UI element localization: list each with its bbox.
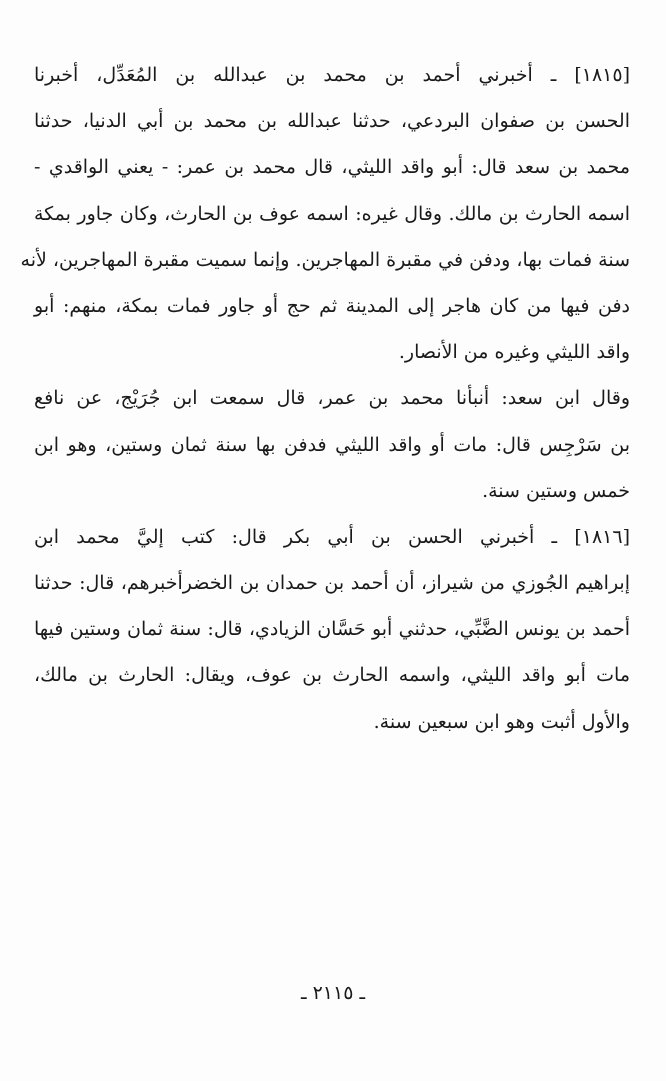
text-line: خمس وستين سنة. [482, 479, 630, 502]
body-text [20, 52, 630, 745]
text-line: الحسن بن صفوان البردعي، حدثنا عبدالله بن محمد بن أبي الدنيا، حدثنا [34, 110, 630, 133]
entry-1816 [34, 514, 630, 745]
paragraph-ibn-saad [34, 375, 630, 514]
text-line: وقال ابن سعد: أنبأنا محمد بن عمر، قال سمعت ابن جُرَيْج، عن نافع [34, 387, 630, 410]
text-line: محمد بن سعد قال: أبو واقد الليثي، قال محمد بن عمر: - يعني الواقدي - [34, 156, 630, 179]
text-line: والأول أثبت وهو ابن سبعين سنة. [373, 710, 630, 733]
text-line: بن سَرْجِس قال: مات أو واقد الليثي فدفن بها سنة ثمان وستين، وهو ابن [34, 433, 630, 456]
text-line: [١٨١٦] ـ أخبرني الحسن بن أبي بكر قال: كتب إليَّ محمد ابن [34, 525, 630, 548]
text-line: واقد الليثي وغيره من الأنصار. [398, 341, 630, 364]
text-line: دفن فيها من كان هاجر إلى المدينة ثم حج أو جاور فمات بمكة، منهم: أبو [34, 294, 630, 317]
page-number: ـ ٢١١٥ ـ [300, 982, 366, 1004]
text-line: مات أبو واقد الليثي، واسمه الحارث بن عوف، ويقال: الحارث بن مالك، [34, 664, 630, 687]
entry-1815 [20, 52, 630, 375]
text-line: إبراهيم الجُوزي من شيراز، أن أحمد بن حمدان بن الخضرأخبرهم، قال: حدثنا [34, 572, 630, 595]
text-line: [١٨١٥] ـ أخبرني أحمد بن محمد بن عبدالله بن المُعَدِّل، أخبرنا [34, 64, 630, 86]
text-line: سنة فمات بها، ودفن في مقبرة المهاجرين. وإنما سميت مقبرة المهاجرين، لأنه [20, 248, 630, 271]
text-line: اسمه الحارث بن مالك. وقال غيره: اسمه عوف بن الحارث، وكان جاور بمكة [34, 202, 630, 225]
text-line: أحمد بن يونس الضَّبِّي، حدثني أبو حَسَّان الزيادي، قال: سنة ثمان وستين فيها [34, 618, 630, 641]
